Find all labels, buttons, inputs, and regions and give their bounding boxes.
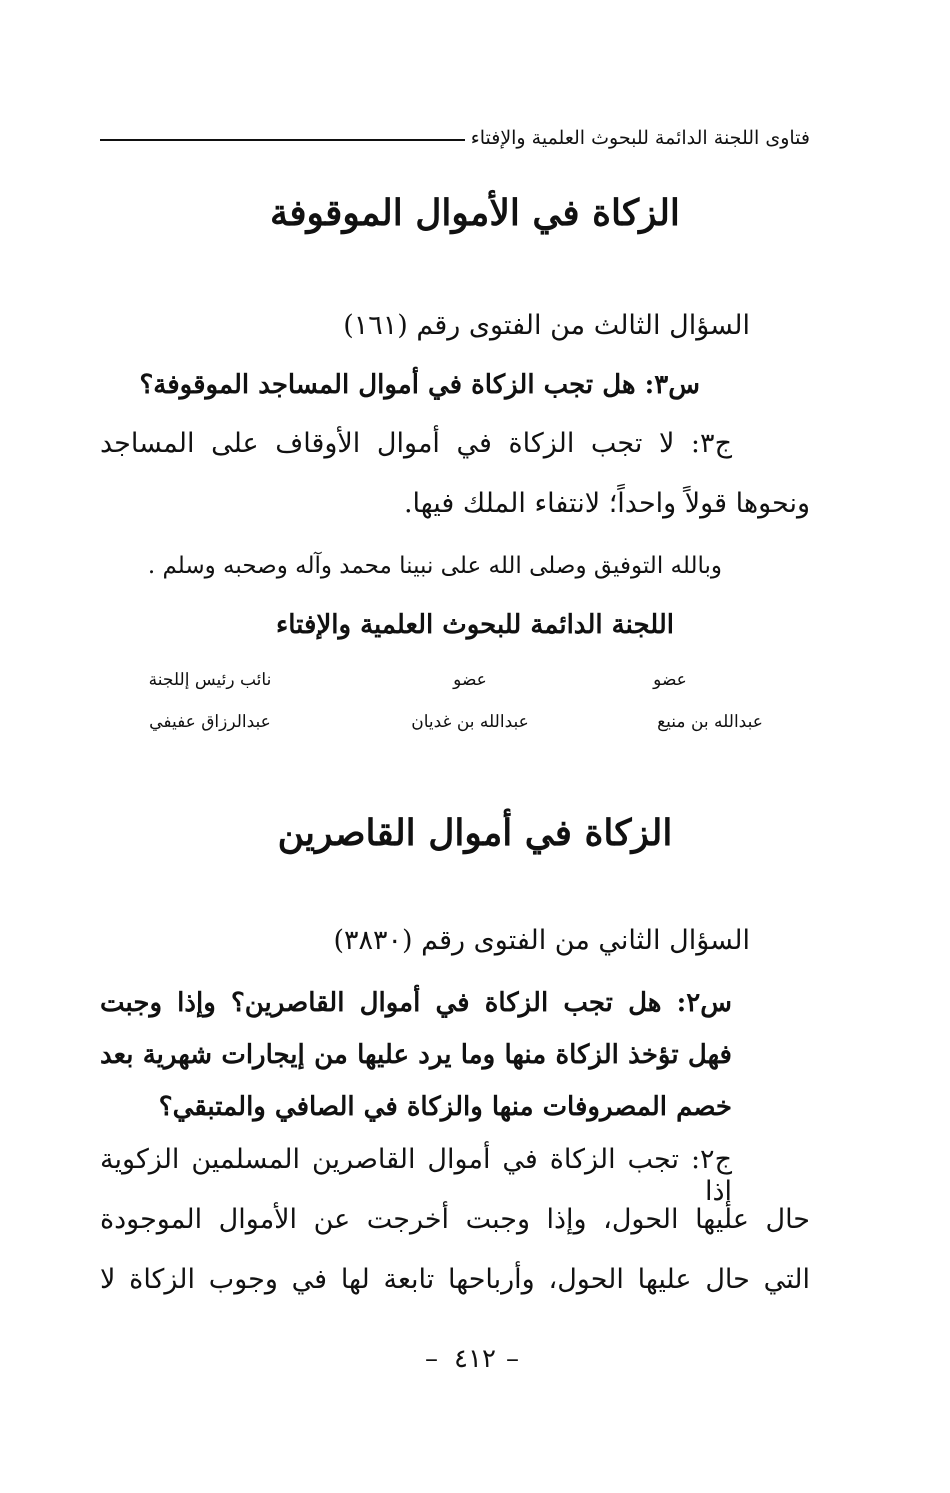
header-rule (100, 139, 465, 141)
fatwa-reference-2: السؤال الثاني من الفتوى رقم (٣٨٣٠) (333, 925, 750, 956)
section-title-endowed-funds: الزكاة في الأموال الموقوفة (270, 192, 680, 234)
section-title-minors-funds: الزكاة في أموال القاصرين (277, 812, 673, 854)
signatory-role-1: عضو (653, 670, 687, 690)
answer-line-c: التي حال عليها الحول، وأرباحها تابعة لها في وجوب الزكاة لا (100, 1264, 810, 1295)
answer-line-2: ونحوها قولاً واحداً؛ لانتفاء الملك فيها. (403, 488, 810, 519)
running-header-text: فتاوى اللجنة الدائمة للبحوث العلمية والإفتاء (470, 127, 810, 149)
page-number-value: ٤١٢ (454, 1344, 496, 1374)
answer-line-1: ج٣: لا تجب الزكاة في أموال الأوقاف على المساجد (100, 428, 732, 459)
dash-left: – (505, 1344, 525, 1374)
answer-line-a: ج٢: تجب الزكاة في أموال القاصرين المسلمين الزكوية إذا (100, 1144, 732, 1208)
signatory-role-2: عضو (453, 670, 487, 690)
signatory-name-2: عبدالله بن غديان (411, 712, 529, 732)
question-line-2: فهل تؤخذ الزكاة منها وما يرد عليها من إيجارات شهرية بعد (100, 1040, 732, 1070)
answer-line-b: حال عليها الحول، وإذا وجبت أخرجت عن الأموال الموجودة (100, 1204, 810, 1235)
question-line-1: س٢: هل تجب الزكاة في أموال القاصرين؟ وإذا وجبت (100, 988, 732, 1018)
committee-name: اللجنة الدائمة للبحوث العلمية والإفتاء (276, 610, 674, 640)
signatory-name-3: عبدالرزاق عفيفي (149, 712, 271, 732)
signatory-name-1: عبدالله بن منيع (657, 712, 763, 732)
question-text: س٣: هل تجب الزكاة في أموال المساجد الموقوفة؟ (139, 370, 700, 400)
running-header (100, 118, 810, 158)
dash-right: – (425, 1344, 445, 1374)
signatory-role-3: نائب رئيس إللجنة (148, 670, 272, 690)
question-line-3: خصم المصروفات منها والزكاة في الصافي والمتبقي؟ (158, 1092, 732, 1122)
page-number (0, 1344, 950, 1374)
closing-text: وبالله التوفيق وصلى الله على نبينا محمد وآله وصحبه وسلم . (147, 553, 722, 579)
fatwa-reference: السؤال الثالث من الفتوى رقم (١٦١) (343, 310, 750, 341)
